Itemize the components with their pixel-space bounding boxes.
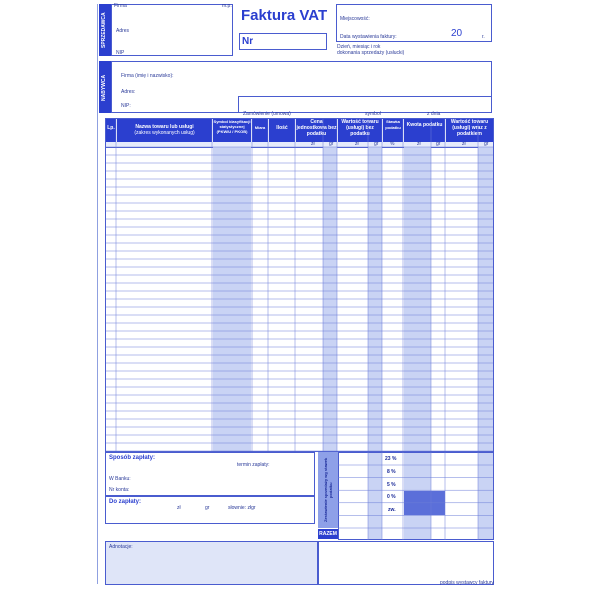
- summary-side-label: Zestawienie sprzedaży wg stawek podatku: [323, 457, 333, 523]
- header-name-label: Nazwa towaru lub usługi: [135, 124, 194, 130]
- header-cena: Cena jednostkowa bez podatku: [296, 119, 337, 142]
- sub-brutto-gr: gr: [484, 141, 489, 147]
- payment-account-label: Nr konta:: [109, 487, 130, 493]
- date-century: 20: [451, 28, 463, 39]
- seller-mp-label: m.p.: [222, 3, 232, 9]
- payment-bank-label: W Banku:: [109, 476, 131, 482]
- amount-due-zl: zł: [177, 505, 181, 511]
- buyer-adres-label: Adres:: [121, 89, 136, 95]
- seller-adres-label: Adres: [116, 28, 130, 34]
- sub-kwota-zl: zł: [417, 141, 421, 147]
- header-ilosc: Ilość: [269, 119, 295, 142]
- header-miara: Miara: [252, 119, 268, 142]
- payment-method-label: Sposób zapłaty:: [109, 455, 156, 461]
- place-label: Miejscowość:: [340, 16, 370, 22]
- sub-cena-zl: zł: [311, 141, 315, 147]
- buyer-firma-label: Firma (imię i nazwisko):: [121, 73, 174, 79]
- seller-firma-label: Firma: [114, 3, 127, 9]
- sub-cena-gr: gr: [329, 141, 334, 147]
- rate-8: 8 %: [387, 469, 396, 475]
- order-zamowienie-label: Zamówienie (umowa): [243, 111, 291, 117]
- amount-due-label: Do zapłaty:: [109, 499, 142, 505]
- sale-date-line1: Dzień, miesiąc i rok: [337, 44, 381, 50]
- summary-total-label: RAZEM: [319, 531, 337, 537]
- amount-words: słownie: złgr: [228, 505, 256, 511]
- seller-nip-label: NIP: [116, 50, 125, 56]
- sub-stawka-pct: %: [390, 141, 395, 147]
- signature-label: podpis wystawcy faktury: [440, 580, 494, 586]
- signature-box[interactable]: [318, 541, 494, 585]
- annotations-label: Adnotacje:: [109, 544, 133, 550]
- payment-term-label: termin zapłaty:: [237, 462, 270, 468]
- buyer-nip-label: NIP:: [121, 103, 131, 109]
- sub-kwota-gr: gr: [436, 141, 441, 147]
- sub-wartosc-gr: gr: [374, 141, 379, 147]
- header-lp: Lp.: [106, 119, 116, 142]
- invoice-title: Faktura VAT: [241, 7, 328, 24]
- rate-23: 23 %: [385, 456, 397, 462]
- rate-0: 0 %: [387, 494, 396, 500]
- amount-due-gr: gr: [205, 505, 210, 511]
- header-name-sub: (zakres wykonanych usług): [134, 130, 195, 136]
- rate-5: 5 %: [387, 482, 396, 488]
- header-symbol: Symbol klasyfikacji statystycznej (PKWiU / PKOB): [213, 119, 251, 142]
- header-wartosc-brutto: Wartość towaru (usługi) wraz z podatkiem: [446, 119, 493, 142]
- invoice-number-label: Nr: [242, 36, 254, 47]
- seller-side-label: SPRZEDAWCA: [101, 12, 107, 48]
- header-kwota: Kwota podatku: [404, 119, 445, 142]
- annotations-box[interactable]: [105, 541, 318, 585]
- header-stawka: Stawka podatku: [383, 119, 403, 142]
- date-label: Data wystawienia faktury:: [340, 34, 397, 40]
- buyer-side-label: NABYWCA: [101, 74, 107, 102]
- order-zdnia-label: z dnia: [427, 111, 441, 117]
- sub-wartosc-zl: zł: [355, 141, 359, 147]
- date-suffix: r.: [482, 34, 485, 40]
- rate-zw: zw.: [388, 507, 396, 513]
- header-wartosc: Wartość towaru (usługi) bez podatku: [338, 119, 382, 142]
- sub-brutto-zl: zł: [462, 141, 466, 147]
- sale-date-line2: dokonania sprzedaży (usłucki): [337, 50, 405, 56]
- order-symbol-label: symbol: [365, 111, 381, 117]
